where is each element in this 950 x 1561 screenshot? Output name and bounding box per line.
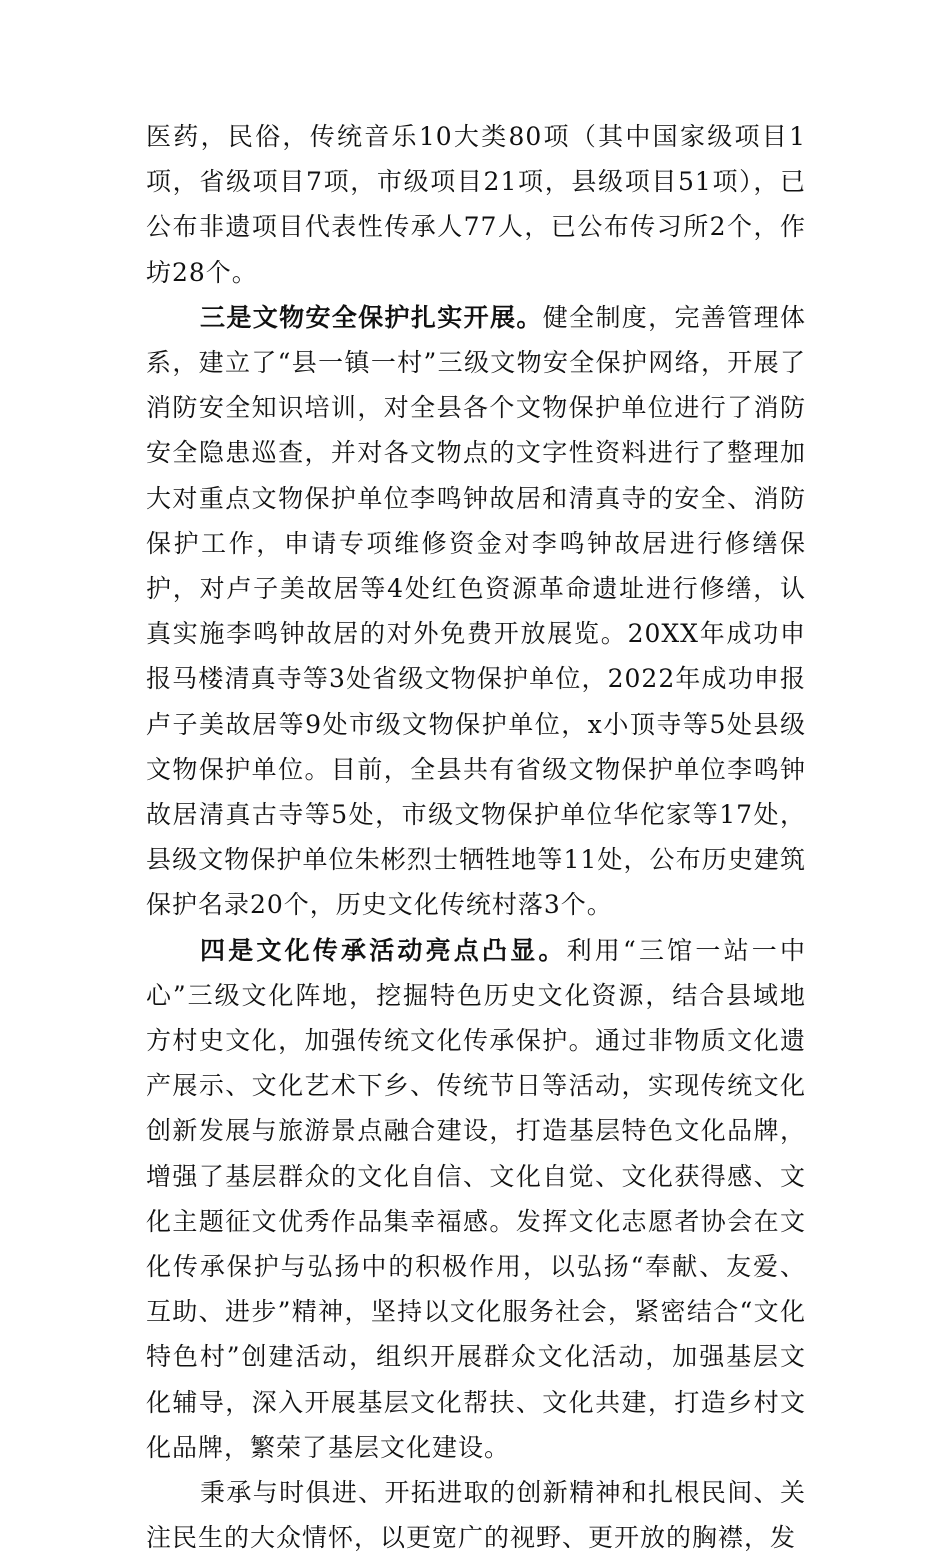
- paragraph-lead-heading: 三是文物安全保护扎实开展。: [200, 302, 543, 332]
- paragraph-text: 健全制度，完善管理体系，建立了“县一镇一村”三级文物安全保护网络，开展了消防安全知识培训，对全县各个文物保护单位进行了消防安全隐患巡查，并对各文物点的文字性资料进行了整理加大对重点文物保护单位李鸣钟故居和清真寺的安全、消防保护工作，申请专项维修资金对李鸣钟故居进行修缮保护，对卢子美故居等4处红色资源革命遗址进行修缮，认真实施李鸣钟故居的对外免费开放展览。20XX年成功申报马楼清真寺等3处省级文物保护单位，2022年成功申报卢子美故居等9处市级文物保护单位，x小顶寺等5处县级文物保护单位。目前，全县共有省级文物保护单位李鸣钟故居清真古寺等5处，市级文物保护单位华佗家等17处，县级文物保护单位朱彬烈士牺牲地等11处，公布历史建筑保护名录20个，历史文化传统村落3个。: [146, 302, 806, 920]
- paragraph-text: 利用“三馆一站一中心”三级文化阵地，挖掘特色历史文化资源，结合县域地方村史文化，加强传统文化传承保护。通过非物质文化遗产展示、文化艺术下乡、传统节日等活动，实现传统文化创新发展与旅游景点融合建设，打造基层特色文化品牌，增强了基层群众的文化自信、文化自觉、文化获得感、文化主题征文优秀作品集幸福感。发挥文化志愿者协会在文化传承保护与弘扬中的积极作用，以弘扬“奉献、友爱、互助、进步”精神，坚持以文化服务社会，紧密结合“文化特色村”创建活动，组织开展群众文化活动，加强基层文化辅导，深入开展基层文化帮扶、文化共建，打造乡村文化品牌，繁荣了基层文化建设。: [146, 935, 806, 1462]
- paragraph-text: 医药，民俗，传统音乐10大类80项（其中国家级项目1项，省级项目7项，市级项目21项，县级项目51项），已公布非遗项目代表性传承人77人，已公布传习所2个，作坊28个。: [146, 122, 806, 287]
- paragraph-continuation: [146, 114, 806, 295]
- paragraph-text: 秉承与时俱进、开拓进取的创新精神和扎根民间、关注民生的大众情怀，以更宽广的视野、更开放的胸襟，发: [146, 1478, 806, 1553]
- paragraph-cultural-activities: [146, 928, 806, 1470]
- paragraph-heritage-safety: [146, 295, 806, 928]
- paragraph-closing: [146, 1470, 806, 1560]
- paragraph-lead-heading: 四是文化传承活动亮点凸显。: [200, 935, 567, 965]
